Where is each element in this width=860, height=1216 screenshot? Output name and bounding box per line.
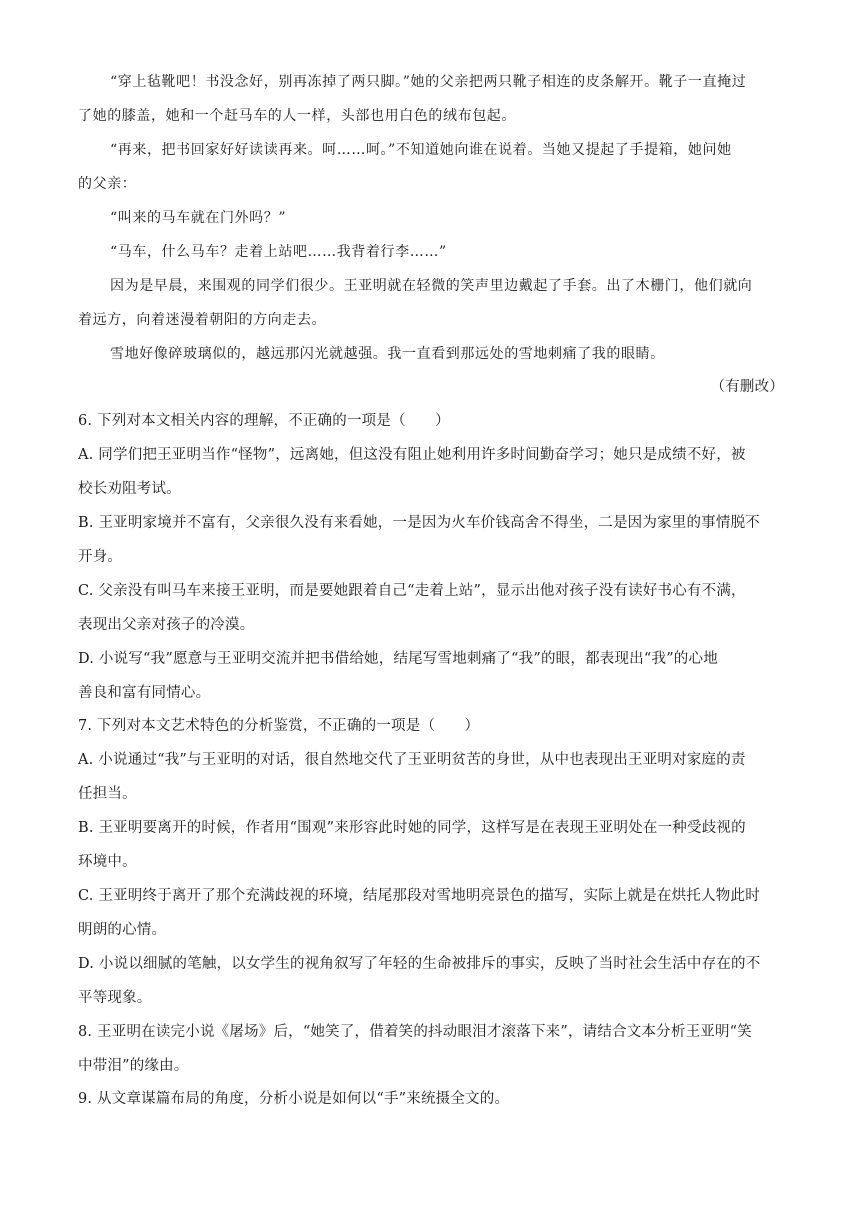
question-6-option-a-line-2: 校长劝阻考试。 <box>78 481 181 497</box>
question-8-line-1: 8. 王亚明在读完小说《屠场》后，“她笑了，借着笑的抖动眼泪才滚落下来”，请结合文本分析王亚明“笑 <box>78 1024 752 1040</box>
story-paragraph-3: “叫来的马车就在门外吗？” <box>110 210 287 226</box>
question-6-option-a-line-1: A. 同学们把王亚明当作“怪物”，远离她，但这没有阻止她利用许多时间勤奋学习；她只是成绩不好，被 <box>78 447 746 463</box>
question-6-option-c-line-2: 表现出父亲对孩子的冷漠。 <box>78 617 255 633</box>
question-7-option-a-line-2: 任担当。 <box>78 786 137 802</box>
story-paragraph-1-line-2: 了她的膝盖，她和一个赶马车的人一样，头部也用白色的绒布包起。 <box>78 108 516 124</box>
story-paragraph-5-line-1: 因为是早晨，来围观的同学们很少。王亚明就在轻微的笑声里边戴起了手套。出了木栅门，他们就向 <box>110 278 753 294</box>
story-paragraph-5-line-2: 着远方，向着迷漫着朝阳的方向走去。 <box>78 312 327 328</box>
question-8-line-2: 中带泪”的缘由。 <box>78 1058 189 1074</box>
story-paragraph-2-line-2: 的父亲： <box>78 176 137 192</box>
question-6-option-d-line-1: D. 小说写“我”愿意与王亚明交流并把书借给她，结尾写雪地刺痛了“我”的眼，都表现出“我”的心地 <box>78 651 718 667</box>
question-7-option-b-line-2: 环境中。 <box>78 854 137 870</box>
story-paragraph-2-line-1: “再来，把书回家好好读读再来。呵……呵。”不知道她向谁在说着。当她又提起了手提箱，她问她 <box>110 142 732 158</box>
question-9-line-1: 9. 从文章谋篇布局的角度，分析小说是如何以“手”来统摄全文的。 <box>78 1091 510 1107</box>
story-paragraph-6: 雪地好像碎玻璃似的，越远那闪光就越强。我一直看到那远处的雪地刺痛了我的眼睛。 <box>110 346 665 362</box>
question-7-stem: 7. 下列对本文艺术特色的分析鉴赏，不正确的一项是（ ） <box>78 718 480 734</box>
edit-note: （有删改） <box>710 379 784 395</box>
question-6-option-b-line-1: B. 王亚明家境并不富有，父亲很久没有来看她，一是因为火车价钱高舍不得坐，二是因为家里的事情脱不 <box>78 515 760 531</box>
question-6-option-d-line-2: 善良和富有同情心。 <box>78 685 211 701</box>
question-6-option-c-line-1: C. 父亲没有叫马车来接王亚明，而是要她跟着自己“走着上站”，显示出他对孩子没有读好书心有不满， <box>78 583 746 599</box>
question-7-option-c-line-2: 明朗的心情。 <box>78 922 167 938</box>
question-7-option-d-line-2: 平等现象。 <box>78 990 152 1006</box>
question-7-option-a-line-1: A. 小说通过“我”与王亚明的对话，很自然地交代了王亚明贫苦的身世，从中也表现出王亚明对家庭的责 <box>78 752 746 768</box>
question-7-option-b-line-1: B. 王亚明要离开的时候，作者用“围观”来形容此时她的同学，这样写是在表现王亚明处在一种受歧视的 <box>78 820 746 836</box>
question-7-option-c-line-1: C. 王亚明终于离开了那个充满歧视的环境，结尾那段对雪地明亮景色的描写，实际上就是在烘托人物此时 <box>78 888 760 904</box>
story-paragraph-1-line-1: “穿上毡靴吧！书没念好，别再冻掉了两只脚。”她的父亲把两只靴子相连的皮条解开。靴子一直掩过 <box>110 74 747 90</box>
question-6-stem: 6. 下列对本文相关内容的理解，不正确的一项是（ ） <box>78 413 450 429</box>
story-paragraph-4: “马车，什么马车？走着上站吧……我背着行李……” <box>110 244 447 260</box>
question-7-option-d-line-1: D. 小说以细腻的笔触，以女学生的视角叙写了年轻的生命被排斥的事实，反映了当时社会生活中存在的不 <box>78 956 761 972</box>
question-6-option-b-line-2: 开身。 <box>78 549 123 565</box>
